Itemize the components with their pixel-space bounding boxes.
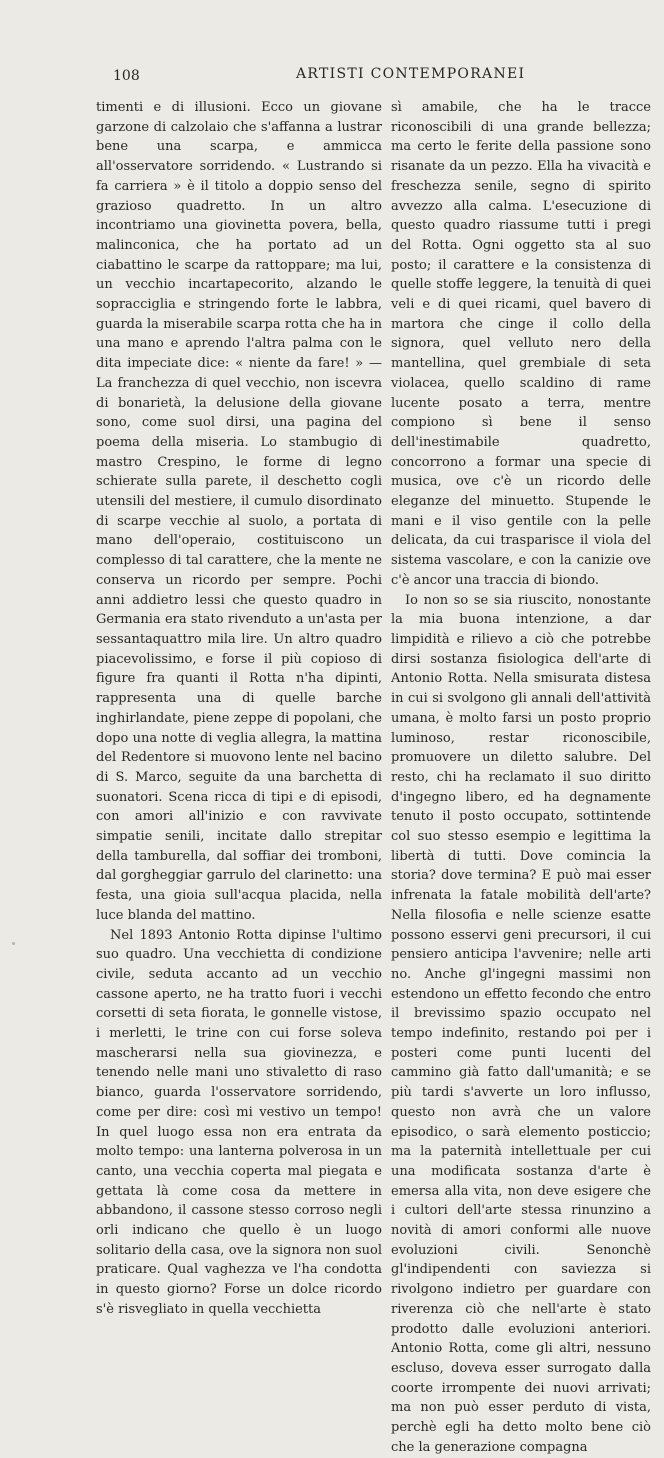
- left-column: [96, 98, 382, 1320]
- running-header: ARTISTI CONTEMPORANEI: [296, 66, 526, 82]
- paragraph: Io non so se sia riuscito, nonostante la mia buona intenzione, a dar limpidità e rilievo a ciò che potrebbe dirsi sostanza fisiologica dell'arte di Antonio Rotta. Nella smisurata distesa in cui si svolgono gli annali dell'attività umana, è molto farsi un posto proprio luminoso, restar riconoscibile, promuovere un diletto salubre. Del resto, chi ha reclamato il suo diritto d'ingegno libero, ed ha degnamente tenuto il posto occupato, sottintende col suo stesso esempio e legittima la libertà di tutti. Dove comincia la storia? dove termina? E può mai esser infrenata la fatale mobilità dell'arte? Nella filosofia e nelle scienze esatte possono esservi geni precursori, il cui pensiero anticipa l'avvenire; nelle arti no. Anche gl'ingegni massimi non estendono un effetto fecondo che entro il brevissimo spazio occupato nel tempo indefinito, restando poi per i posteri come punti lucenti del cammino già fatto dall'umanità; e se più tardi s'avverte un loro influsso, questo non avrà che un valore episodico, o sarà elemento posticcio; ma la paternità intellettuale per cui una modificata sostanza d'arte è emersa alla vita, non deve esigere che i cultori dell'arte stessa rinunzino a novità di amori conformi alle nuove evoluzioni civili. Senonchè gl'indipendenti con saviezza si rivolgono indietro per guardare con riverenza ciò che nell'arte è stato prodotto dalle evoluzioni anteriori. Antonio Rotta, come gli altri, nessuno escluso, doveva esser surrogato dalla coorte irrompente dei nuovi arrivati; ma non può esser perduto di vista, perchè egli ha detto molto bene ciò che la generazione compagna: [391, 592, 651, 1455]
- paper-speck: [12, 942, 15, 945]
- paragraph: Nel 1893 Antonio Rotta dipinse l'ultimo suo quadro. Una vecchietta di condizione civile, seduta accanto ad un vecchio cassone aperto, ne ha tratto fuori i vecchi corsetti di seta fiorata, le gonnelle vistose, i merletti, le trine con cui forse soleva mascherarsi nella sua giovinezza, e tenendo nelle mani uno stivaletto di raso bianco, guarda l'osservatore sorridendo, come per dire: così mi vestivo un tempo! In quel luogo essa non era entrata da molto tempo: una lanterna polverosa in un canto, una vecchia coperta mal piegata e gettata là come cosa da mettere in abbandono, il cassone stesso corroso negli orli indicano che quello è un luogo solitario della casa, ove la signora non suol praticare. Qual vaghezza ve l'ha condotta in questo giorno? Forse un dolce ricordo s'è risvegliato in quella vecchietta: [96, 927, 382, 1317]
- right-column: [391, 98, 651, 1458]
- page-number: 108: [113, 68, 140, 84]
- paragraph: timenti e di illusioni. Ecco un giovane garzone di calzolaio che s'affanna a lustrar bene una scarpa, e ammicca all'osservatore sorridendo. « Lustrando si fa carriera » è il titolo a doppio senso del grazioso quadretto. In un altro incontriamo una giovinetta povera, bella, malinconica, che ha portato ad un ciabattino le scarpe da rattoppare; ma lui, un vecchio incartapecorito, alzando le sopracciglia e stringendo forte le labbra, guarda la miserabile scarpa rotta che ha in una mano e aprendo l'altra palma con le dita impeciate dice: « niente da fare! » — La franchezza di quel vecchio, non iscevra di bonarietà, la delusione della giovane sono, come suol dirsi, una pagina del poema della miseria. Lo stambugio di mastro Crespino, le forme di legno schierate sulla parete, il deschetto cogli utensili del mestiere, il cumulo disordinato di scarpe vecchie al suolo, a portata di mano dell'operaio, costituiscono un complesso di tal carattere, che la mente ne conserva un ricordo per sempre. Pochi anni addietro lessi che questo quadro in Germania era stato rivenduto a un'asta per sessantaquattro mila lire. Un altro quadro piacevolissimo, e forse il più copioso di figure fra quanti il Rotta n'ha dipinti, rappresenta una di quelle barche inghirlandate, piene zeppe di popolani, che dopo una notte di veglia allegra, la mattina del Redentore si muovono lente nel bacino di S. Marco, seguite da una barchetta di suonatori. Scena ricca di tipi e di episodi, con amori all'inizio e con ravvivate simpatie senili, incitate dallo strepitar della tamburella, dal soffiar dei tromboni, dal gorgheggiar garrulo del clarinetto: una festa, una gioia sull'acqua placida, nella luce blanda del mattino.: [96, 100, 382, 923]
- paragraph: sì amabile, che ha le tracce riconoscibili di una grande bellezza; ma certo le ferite della passione sono risanate da un pezzo. Ella ha vivacità e freschezza senile, segno di spirito avvezzo alla calma. L'esecuzione di questo quadro riassume tutti i pregi del Rotta. Ogni oggetto sta al suo posto; il carattere e la consistenza di quelle stoffe leggere, la tenuità di quei veli e di quei ricami, quel bavero di martora che cinge il collo della signora, quel velluto nero della mantellina, quel grembiale di seta violacea, quello scaldino di rame lucente posato a terra, mentre compiono sì bene il senso dell'inestimabile quadretto, concorrono a formar una specie di musica, ove c'è un ricordo delle eleganze del minuetto. Stupende le mani e il viso gentile con la pelle delicata, da cui traspariscе il viola del sistema vascolare, e con la canizie ove c'è ancor una traccia di biondo.: [391, 100, 651, 588]
